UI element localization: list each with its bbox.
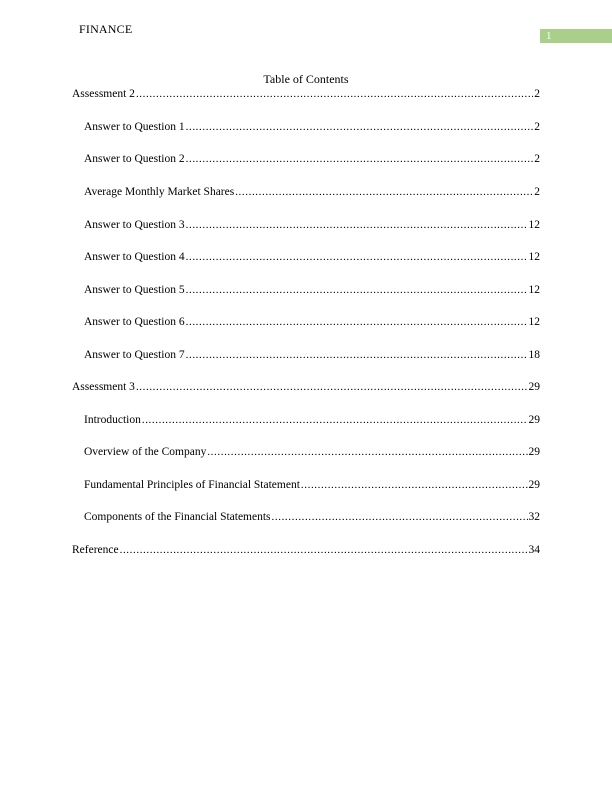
toc-entry-page: 29 xyxy=(528,479,540,491)
toc-entry-page: 29 xyxy=(528,414,540,426)
toc-entry-label: Reference xyxy=(72,544,119,556)
toc-entry-answer-4[interactable] xyxy=(84,250,540,264)
toc-entry-reference[interactable] xyxy=(72,543,540,557)
page-number-badge xyxy=(540,29,612,43)
toc-entry-label: Average Monthly Market Shares xyxy=(84,186,235,198)
toc-dot-leader xyxy=(186,152,534,166)
toc-entry-page: 34 xyxy=(528,544,540,556)
toc-entry-label: Components of the Financial Statements xyxy=(84,511,271,523)
toc-dot-leader xyxy=(186,250,528,264)
toc-entry-label: Fundamental Principles of Financial Statement xyxy=(84,479,300,491)
toc-dot-leader xyxy=(272,510,528,524)
toc-dot-leader xyxy=(136,380,528,394)
toc-entry-assessment-2[interactable] xyxy=(72,87,540,101)
toc-entry-page: 32 xyxy=(528,511,540,523)
toc-entry-assessment-3[interactable] xyxy=(72,380,540,394)
toc-entry-label: Answer to Question 1 xyxy=(84,121,185,133)
toc-dot-leader xyxy=(186,283,528,297)
toc-dot-leader xyxy=(235,185,533,199)
toc-entry-page: 29 xyxy=(528,446,540,458)
toc-dot-leader xyxy=(120,543,528,557)
toc-dot-leader xyxy=(142,413,528,427)
document-header-title: FINANCE xyxy=(79,22,133,36)
toc-entry-average-monthly-market-shares[interactable] xyxy=(84,185,540,199)
toc-entry-label: Answer to Question 4 xyxy=(84,251,185,263)
toc-entry-answer-7[interactable] xyxy=(84,348,540,362)
toc-entry-fundamental-principles[interactable] xyxy=(84,478,540,492)
toc-entry-label: Answer to Question 7 xyxy=(84,349,185,361)
toc-entry-label: Answer to Question 3 xyxy=(84,219,185,231)
toc-dot-leader xyxy=(136,87,533,101)
toc-entry-page: 12 xyxy=(528,219,540,231)
toc-entry-components-financial-statements[interactable] xyxy=(84,510,540,524)
toc-entry-label: Assessment 2 xyxy=(72,88,135,100)
toc-entry-label: Answer to Question 2 xyxy=(84,153,185,165)
toc-entry-page: 18 xyxy=(528,349,540,361)
toc-dot-leader xyxy=(186,348,528,362)
toc-entry-page: 2 xyxy=(534,186,540,198)
page-number: 1 xyxy=(546,30,552,42)
toc-dot-leader xyxy=(186,315,528,329)
toc-entry-label: Answer to Question 6 xyxy=(84,316,185,328)
toc-entry-overview-of-company[interactable] xyxy=(84,445,540,459)
toc-entry-label: Answer to Question 5 xyxy=(84,284,185,296)
toc-entry-answer-2[interactable] xyxy=(84,152,540,166)
toc-entry-page: 2 xyxy=(534,153,540,165)
toc-entry-page: 29 xyxy=(528,381,540,393)
toc-entry-answer-1[interactable] xyxy=(84,120,540,134)
toc-entry-answer-6[interactable] xyxy=(84,315,540,329)
toc-dot-leader xyxy=(186,218,528,232)
toc-entry-page: 2 xyxy=(534,121,540,133)
toc-entry-label: Introduction xyxy=(84,414,141,426)
toc-entry-introduction[interactable] xyxy=(84,413,540,427)
toc-dot-leader xyxy=(186,120,534,134)
toc-dot-leader xyxy=(207,445,527,459)
toc-title: Table of Contents xyxy=(263,72,349,86)
toc-entry-label: Overview of the Company xyxy=(84,446,207,458)
toc-entry-page: 12 xyxy=(528,316,540,328)
toc-dot-leader xyxy=(301,478,528,492)
toc-entry-page: 12 xyxy=(528,284,540,296)
toc-entry-answer-3[interactable] xyxy=(84,218,540,232)
toc-entry-page: 2 xyxy=(534,88,540,100)
toc-entry-label: Assessment 3 xyxy=(72,381,135,393)
toc-entry-page: 12 xyxy=(528,251,540,263)
toc-entry-answer-5[interactable] xyxy=(84,283,540,297)
